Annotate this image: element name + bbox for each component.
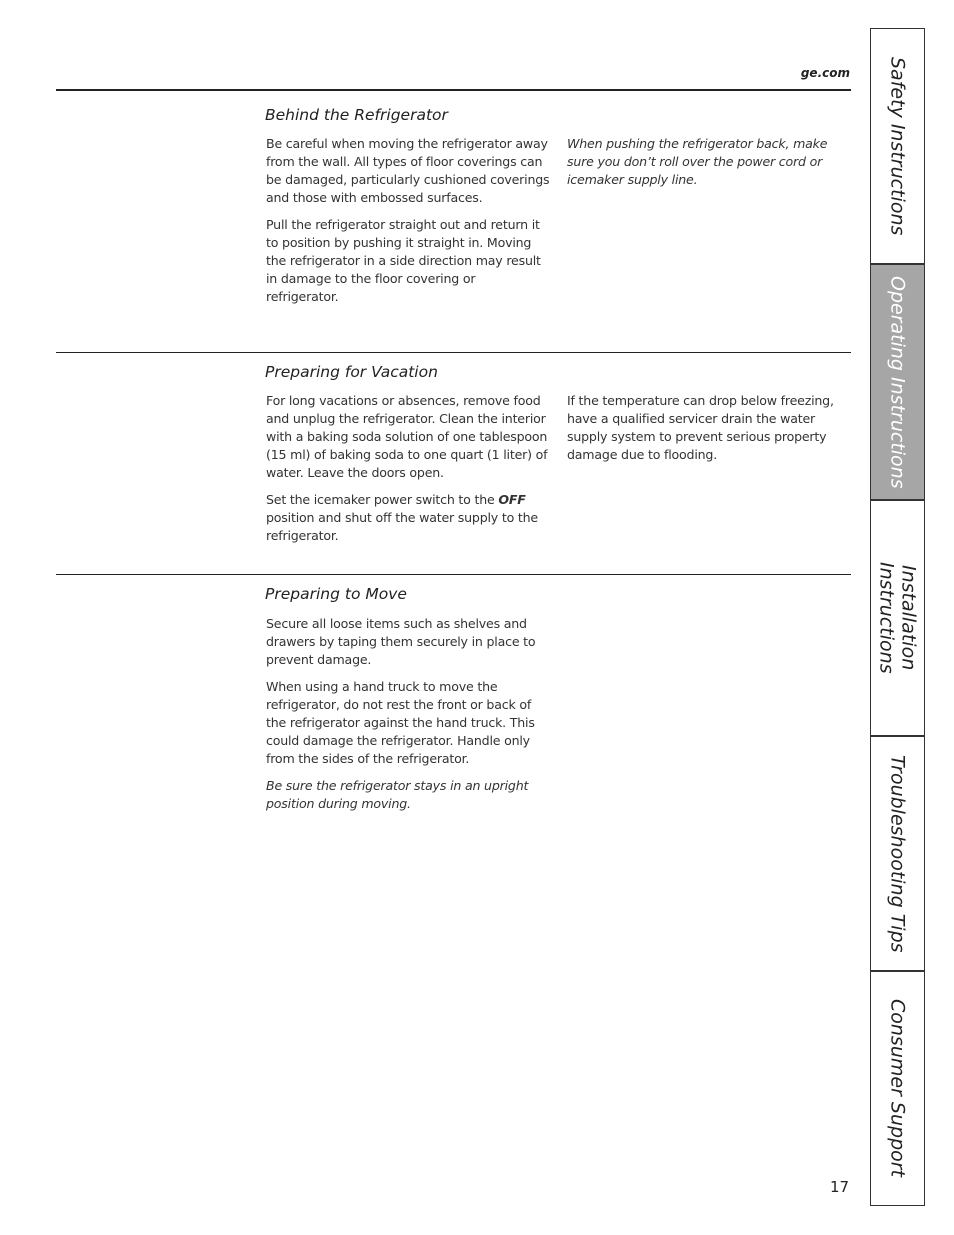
heading-preparing-vacation: Preparing for Vacation bbox=[265, 363, 438, 381]
tab-operating-instructions[interactable] bbox=[871, 265, 924, 499]
vacation-right-column bbox=[567, 392, 849, 473]
heading-behind-refrigerator: Behind the Refrigerator bbox=[265, 106, 448, 124]
note-paragraph: Be sure the refrigerator stays in an upright position during moving. bbox=[266, 778, 529, 811]
behind-left-column bbox=[266, 135, 551, 315]
off-keyword: OFF bbox=[498, 492, 526, 507]
tab-label: Consumer Support bbox=[886, 999, 909, 1178]
section-divider bbox=[56, 574, 851, 575]
tab-label: Installation Instructions bbox=[875, 562, 920, 674]
icemaker-paragraph bbox=[266, 491, 551, 545]
paragraph: Pull the refrigerator straight out and return it to position by pushing it straight in. Moving the refrigerator in a side direction may result in damage to the floor covering or refrigerator. bbox=[266, 217, 541, 304]
paragraph: Be careful when moving the refrigerator away from the wall. All types of floor coverings can be damaged, particularly cushioned coverings and those with embossed surfaces. bbox=[266, 136, 550, 205]
move-left-column bbox=[266, 615, 551, 822]
tab-label: Operating Instructions bbox=[886, 275, 909, 489]
paragraph: Secure all loose items such as shelves and drawers by taping them securely in place to prevent damage. bbox=[266, 616, 536, 667]
heading-preparing-move: Preparing to Move bbox=[265, 585, 407, 603]
note-paragraph: When pushing the refrigerator back, make sure you don’t roll over the power cord or icemaker supply line. bbox=[567, 136, 828, 187]
page-number: 17 bbox=[830, 1178, 850, 1196]
tab-label: Troubleshooting Tips bbox=[886, 754, 909, 953]
tab-installation-instructions[interactable] bbox=[871, 501, 924, 735]
tab-safety-instructions[interactable] bbox=[871, 29, 924, 264]
tab-troubleshooting-tips[interactable] bbox=[871, 737, 924, 970]
icemaker-text-after: position and shut off the water supply to the refrigerator. bbox=[266, 510, 538, 543]
behind-right-column bbox=[567, 135, 849, 198]
site-url: ge.com bbox=[800, 66, 850, 80]
paragraph: When using a hand truck to move the refrigerator, do not rest the front or back of the refrigerator against the hand truck. This could damage the refrigerator. Handle only from the sides of the refrigerator. bbox=[266, 679, 535, 766]
tab-consumer-support[interactable] bbox=[871, 972, 924, 1205]
section-divider bbox=[56, 352, 851, 353]
paragraph: For long vacations or absences, remove food and unplug the refrigerator. Clean the interior with a baking soda solution of one tablespoon (15 ml) of baking soda to one quart (1 liter) of water. Leave the doors open. bbox=[266, 393, 548, 480]
icemaker-text-before: Set the icemaker power switch to the bbox=[266, 492, 499, 507]
tab-label: Safety Instructions bbox=[886, 57, 909, 236]
vacation-left-column bbox=[266, 392, 551, 554]
section-tabs bbox=[870, 28, 925, 1206]
paragraph: If the temperature can drop below freezing, have a qualified servicer drain the water supply system to prevent serious property damage due to flooding. bbox=[567, 393, 834, 462]
header-rule bbox=[56, 89, 851, 91]
